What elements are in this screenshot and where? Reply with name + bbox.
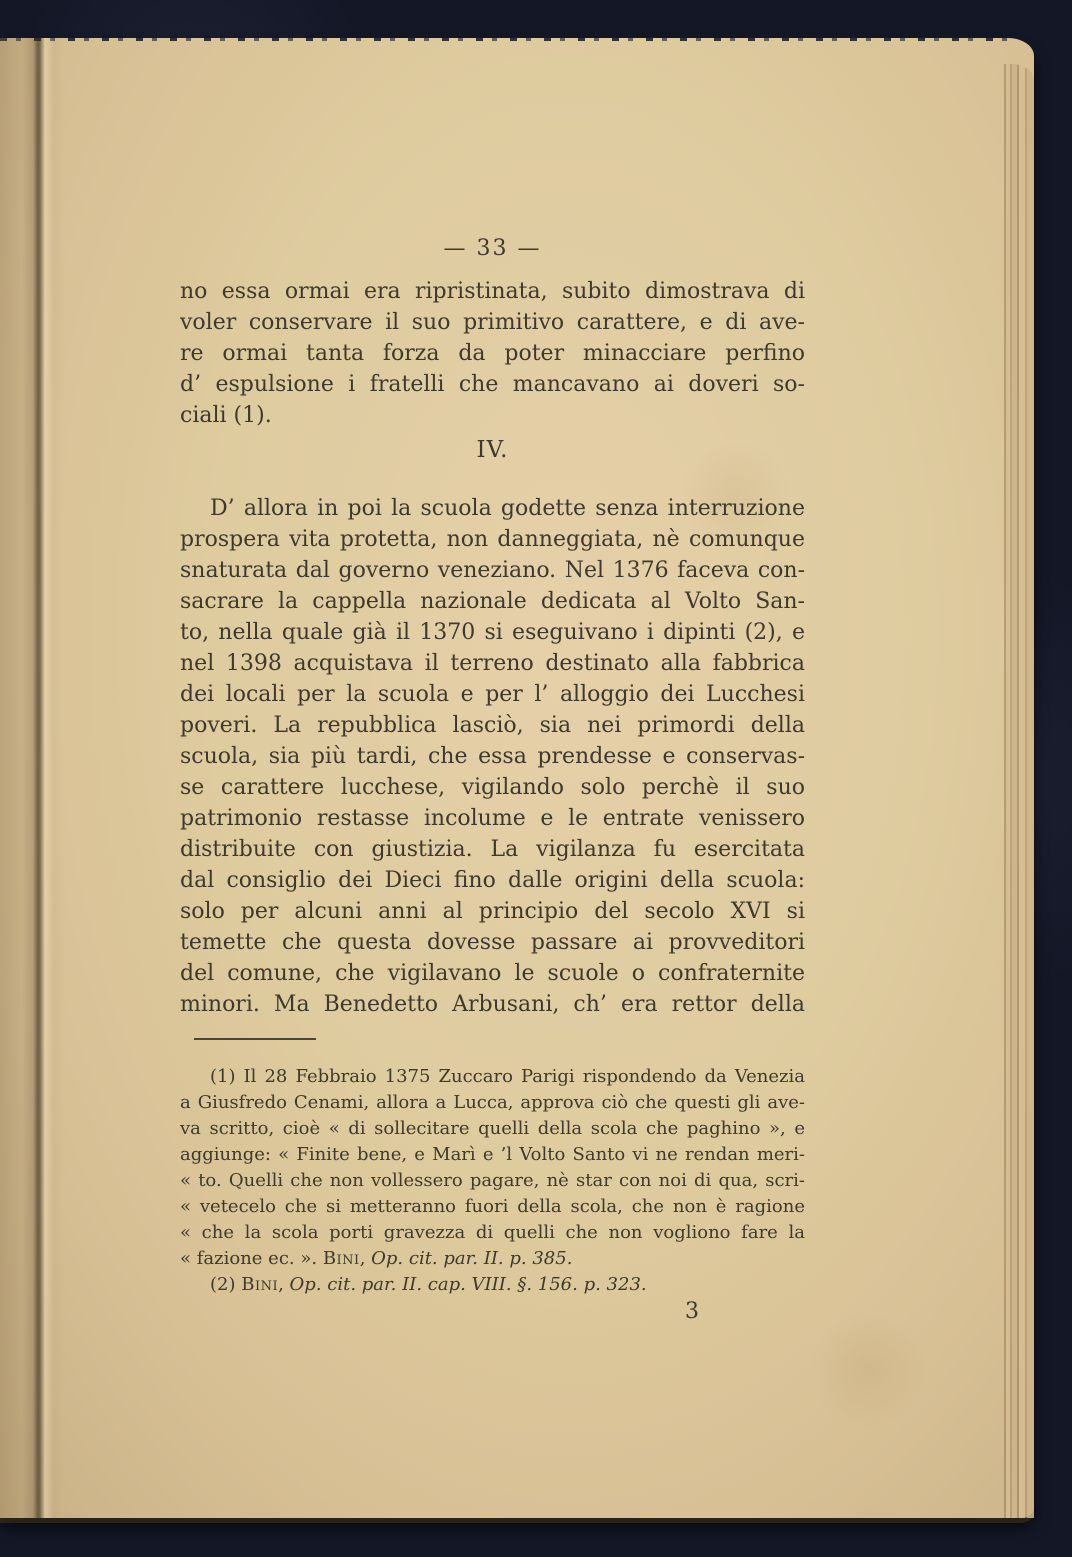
text-line: snaturata dal governo veneziano. Nel 1376 faceva con- — [180, 558, 805, 583]
text-line: « vetecelo che si metteranno fuori della scola, che non è ragione — [180, 1196, 805, 1217]
book-page — [0, 38, 1034, 1518]
text-line: d’ espulsione i fratelli che mancavano ai doveri so- — [180, 372, 805, 397]
text-line: va scritto, cioè « di sollecitare quelli della scola che paghino », e — [180, 1118, 805, 1139]
text-segment: , — [278, 1274, 290, 1295]
text-line: sacrare la cappella nazionale dedicata al Volto San- — [180, 589, 805, 614]
text-line: re ormai tanta forza da poter minacciare perfino — [180, 341, 805, 366]
text-line: « che la scola porti gravezza di quelli che non vogliono fare la — [180, 1222, 805, 1243]
text-line: « to. Quelli che non vollessero pagare, nè star con noi di qua, scri- — [180, 1170, 805, 1191]
text-line: aggiunge: « Finite bene, e Marì e ’l Volto Santo vi ne rendan meri- — [180, 1144, 805, 1165]
author-smallcaps: Bini — [241, 1274, 279, 1295]
text-segment: (2) — [210, 1274, 242, 1295]
text-line: prospera vita protetta, non danneggiata, nè comunque — [180, 527, 805, 552]
text-line: distribuite con giustizia. La vigilanza fu esercitata — [180, 837, 805, 862]
text-line: minori. Ma Benedetto Arbusani, ch’ era rettor della — [180, 992, 805, 1017]
text-line: no essa ormai era ripristinata, subito dimostrava di — [180, 279, 805, 304]
text-line: ciali (1). — [180, 403, 272, 428]
text-line: del comune, che vigilavano le scuole o confraternite — [180, 961, 805, 986]
text-segment: , — [359, 1248, 372, 1269]
text-line — [180, 1246, 805, 1272]
page-edge-stack — [1004, 64, 1034, 1518]
gutter-crease — [0, 38, 64, 1518]
footnote-separator-rule — [194, 1038, 316, 1040]
text-line: to, nella quale già il 1370 si eseguivano i dipinti (2), e — [180, 620, 805, 645]
text-segment: « fazione ec. ». — [180, 1248, 323, 1269]
author-smallcaps: Bini — [322, 1248, 360, 1269]
text-line: patrimonio restasse incolume e le entrate venissero — [180, 806, 805, 831]
footnote-1 — [180, 1064, 805, 1272]
text-line: poveri. La repubblica lasciò, sia nei primordi della — [180, 713, 805, 738]
text-line: temette che questa dovesse passare ai provveditori — [180, 930, 805, 955]
section-heading: IV. — [476, 437, 509, 463]
citation-italic: Op. cit. par. II. p. 385. — [371, 1248, 573, 1269]
text-line: solo per alcuni anni al principio del secolo XVI si — [180, 899, 805, 924]
text-block — [180, 236, 805, 1325]
page-number-header: — 33 — — [443, 236, 542, 261]
text-line: scuola, sia più tardi, che essa prendesse e conservas- — [180, 744, 805, 769]
text-line: voler conservare il suo primitivo carattere, e di ave- — [180, 310, 805, 335]
text-line: se carattere lucchese, vigilando solo perchè il suo — [180, 775, 805, 800]
text-line: dei locali per la scuola e per l’ alloggio dei Lucchesi — [180, 682, 805, 707]
text-line: a Giusfredo Cenami, allora a Lucca, approva ciò che questi gli ave- — [180, 1092, 805, 1113]
paragraph-continuation — [180, 276, 805, 431]
text-line — [180, 1272, 805, 1298]
text-line: D’ allora in poi la scuola godette senza interruzione — [210, 496, 805, 521]
citation-italic: Op. cit. par. II. cap. VIII. §. 156. p. 323. — [289, 1274, 647, 1295]
signature-mark: 3 — [685, 1299, 699, 1324]
section-paragraph — [180, 493, 805, 1020]
footnote-2 — [180, 1272, 805, 1298]
text-line: nel 1398 acquistava il terreno destinato alla fabbrica — [180, 651, 805, 676]
text-line: (1) Il 28 Febbraio 1375 Zuccaro Parigi rispondendo da Venezia — [210, 1066, 805, 1087]
text-line: dal consiglio dei Dieci fino dalle origini della scuola: — [180, 868, 805, 893]
